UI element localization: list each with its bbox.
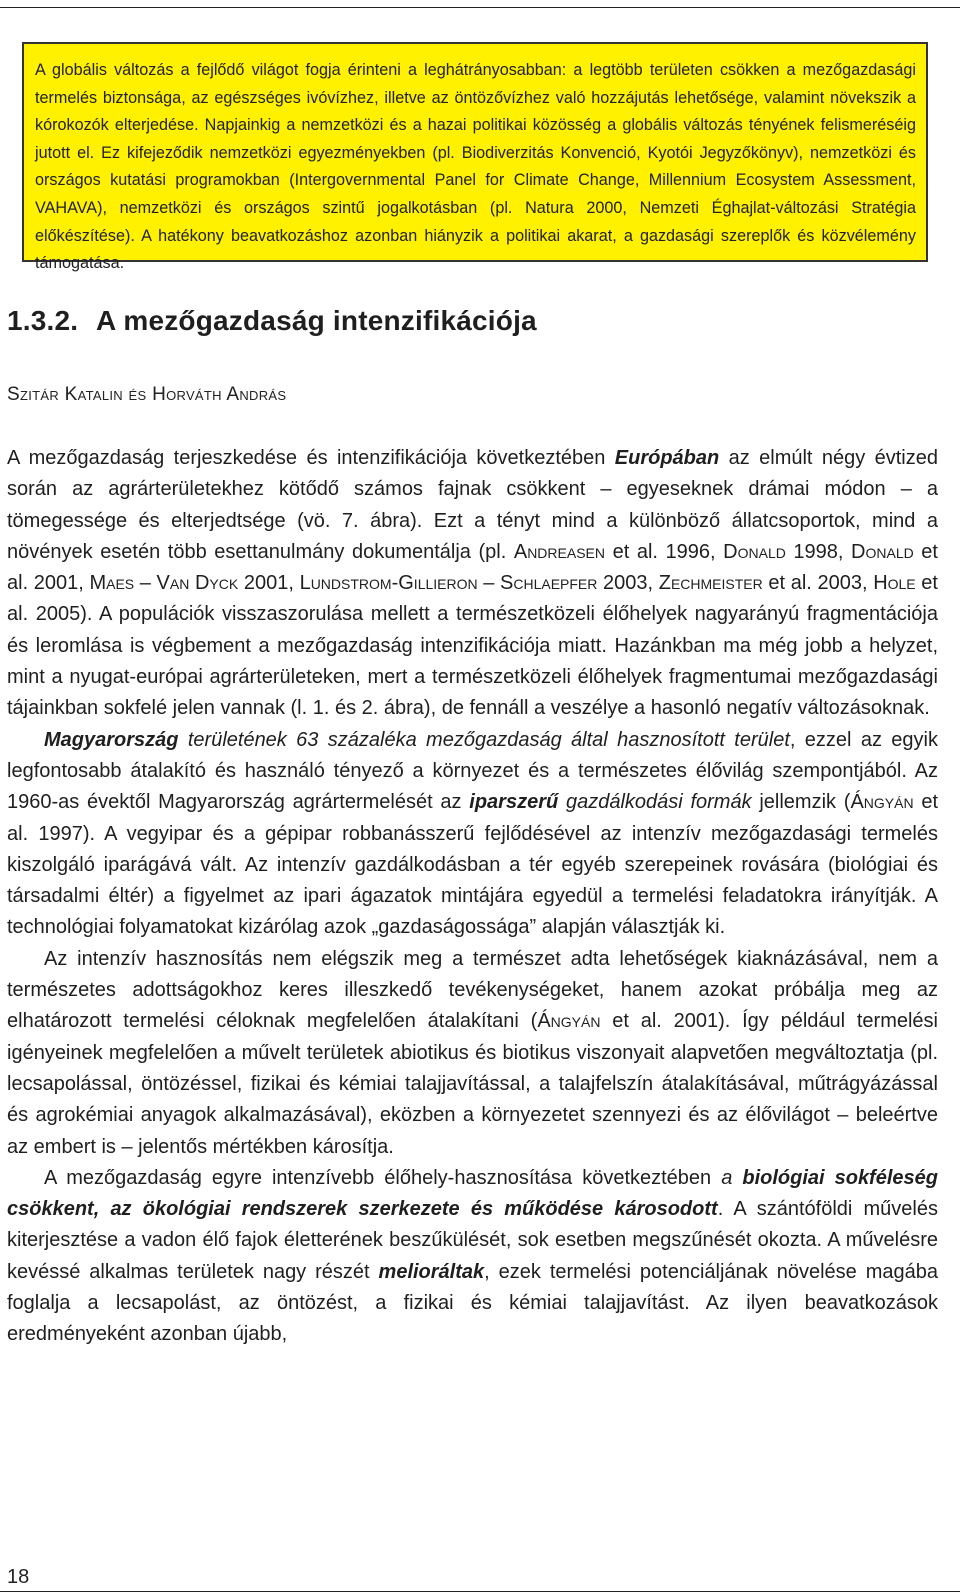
- info-box-text: A globális változás a fejlődő világot fogja érinteni a leghátrányosabban: a legtöbb területen csökken a mezőgazdasági termelés biztonsága, az egészséges ivóvízhez, illetve az öntözővízhez való hozzájutás lehetősége, valamint növekszik a kórokozók elterjedése. Napjainkig a nemzetközi és a hazai politikai közösség a globális változás tényének felismeréséig jutott el. Ez kifejeződik nemzetközi egyezményekben (pl. Biodiverzitás Konvenció, Kyotói Jegyzőkönyv), nemzetközi és országos kutatási programokban (Intergovernmental Panel for Climate Change, Millennium Ecosystem Assessment, VAHAVA), nemzetközi és országos szintű jogalkotásban (pl. Natura 2000, Nemzeti Éghajlat-változási Stratégia előkészítése). A hatékony beavatkozáshoz azonban hiányzik a politikai akarat, a gazdasági szereplők és közvélemény támogatása.: [35, 61, 916, 273]
- text-run: , ezzel az egyik legfontosabb átalakító és használó tényező a környezet és a természetes élővilág szempontjából. Az 1960-as évektől Magyarország agrártermelését az: [7, 728, 938, 814]
- reference-author: Ángyán: [537, 1010, 601, 1033]
- text-run: . A szántóföldi művelés kiterjesztése a vadon élő fajok életterének beszűkülését, sok esetben megszűnését okozta. A művelésre kevéssé alkalmas területek nagy részét: [7, 1198, 938, 1283]
- reference-author: Donald: [851, 540, 914, 563]
- paragraph-2: [7, 725, 938, 944]
- text-run: et al. 1997). A vegyipar és a gépipar robbanásszerű fejlődésével az intenzív mezőgazdasági termelés kiszolgáló iparágává vált. Az intenzív gazdálkodásban a tér egyéb szerepeinek rovására (biológiai és társadalmi éltér) a figyelmet az ipari ágazatok mintájára egyedül a termelési feladatokra irányítják. A technológiai folyamatokat kizárólag azok „gazdaságossága” alapján választják ki.: [7, 791, 939, 939]
- reference-author: Maes – Van Dyck: [89, 572, 239, 595]
- reference-author: Lundstrom-Gillieron – Schlaepfer: [299, 572, 598, 595]
- emphasis: gazdálkodási formák: [558, 791, 752, 814]
- text-run: et al. 2003,: [762, 572, 874, 595]
- emphasis: területének 63 százaléka mezőgazdaság által hasznosított terület: [178, 728, 790, 751]
- text-run: A mezőgazdaság terjeszkedése és intenzifikációja következtében: [7, 447, 615, 469]
- text-run: et al. 2001,: [7, 540, 938, 595]
- text-run: , ezek termelési potenciáljának növelése magába foglalja a lecsapolást, az öntözést, a fizikai és kémiai talajjavítást. Az ilyen beavatkozások eredményeként azonban újabb,: [7, 1260, 938, 1346]
- paragraph-4: [7, 1163, 938, 1351]
- reference-author: Andreasen: [513, 540, 605, 563]
- emphasis: melioráltak: [378, 1260, 485, 1283]
- section-number: 1.3.2.: [7, 305, 79, 336]
- text-run: 1998,: [785, 540, 852, 563]
- emphasis: a: [721, 1166, 743, 1189]
- reference-author: Ángyán: [850, 791, 914, 814]
- emphasis: Magyarország: [44, 728, 179, 751]
- text-run: et al. 2005). A populációk visszaszorulása mellett a természetközeli élőhelyek nagyarányú fragmentációja és leromlása is végbement a mezőgazdaság intenzifikációja miatt. Hazánkban ma még jobb a helyzet, mint a nyugat-európai agrárterületeken, mert a természetközeli élőhelyek fragmentumai mezőgazdasági tájainkban sokfelé jelen vannak (l. 1. és 2. ábra), de fennáll a veszélye a hasonló negatív változásoknak.: [7, 572, 938, 720]
- author-1: Szitár Katalin: [7, 384, 123, 405]
- text-run: 2003,: [597, 572, 659, 595]
- body-text: [7, 443, 938, 1351]
- page-number: 18: [7, 1566, 30, 1588]
- text-run: et al. 2001). Így például termelési igényeinek megfelelően a művelt területek abiotikus és biotikus viszonyait alapvetően megváltoztatja (pl. lecsapolással, öntözéssel, fizikai és kémiai talajjavítással, a talajfelszín átalakításával, műtrágyázással és agrokémiai anyagok alkalmazásával), eközben a környezetet szennyezi és az élővilágot – beleértve az embert is – jelentős mértékben károsítja.: [7, 1010, 938, 1158]
- reference-author: Zechmeister: [658, 572, 763, 595]
- emphasis: iparszerű: [469, 791, 559, 814]
- emphasis: Európában: [614, 447, 720, 469]
- text-run: Az intenzív hasznosítás nem elégszik meg a természet adta lehetőségek kiaknázásával, nem a természetes adottságokhoz keres illeszkedő tevékenységeket, hanem azokat próbálja meg az elhatározott termelési céloknak megfelelően átalakítani (: [7, 947, 938, 1033]
- text-run: az elmúlt négy évtized során az agrárterületekhez kötődő számos fajnak csökkent – egyeseknek drámai módon – a tömegessége és elterjedtsége (vö. 7. ábra). Ezt a tényt mind a különböző állatcsoportok, mind a növények esetén több esettanulmány dokumentálja (pl.: [7, 447, 938, 563]
- text-run: 2001,: [238, 572, 300, 595]
- text-run: et al. 1996,: [605, 540, 724, 563]
- bottom-rule: [0, 1591, 960, 1592]
- paragraph-3: [7, 944, 938, 1163]
- text-run: jellemzik (: [751, 791, 851, 814]
- emphasis: biológiai sokféleség csökkent, az ökológiai rendszerek szerkezete és működése károsodott: [7, 1166, 938, 1221]
- section-title: A mezőgazdaság intenzifikációja: [96, 305, 537, 336]
- text-run: A mezőgazdaság egyre intenzívebb élőhely-hasznosítása következtében: [44, 1166, 722, 1189]
- author-2: Horváth András: [152, 384, 287, 405]
- top-rule: [0, 7, 960, 8]
- reference-author: Donald: [723, 540, 786, 563]
- authors: [7, 384, 286, 406]
- paragraph-1: [7, 443, 938, 725]
- authors-conjunction: és: [122, 384, 153, 405]
- section-heading: [7, 305, 537, 337]
- reference-author: Hole: [873, 572, 916, 595]
- info-box: [22, 42, 928, 273]
